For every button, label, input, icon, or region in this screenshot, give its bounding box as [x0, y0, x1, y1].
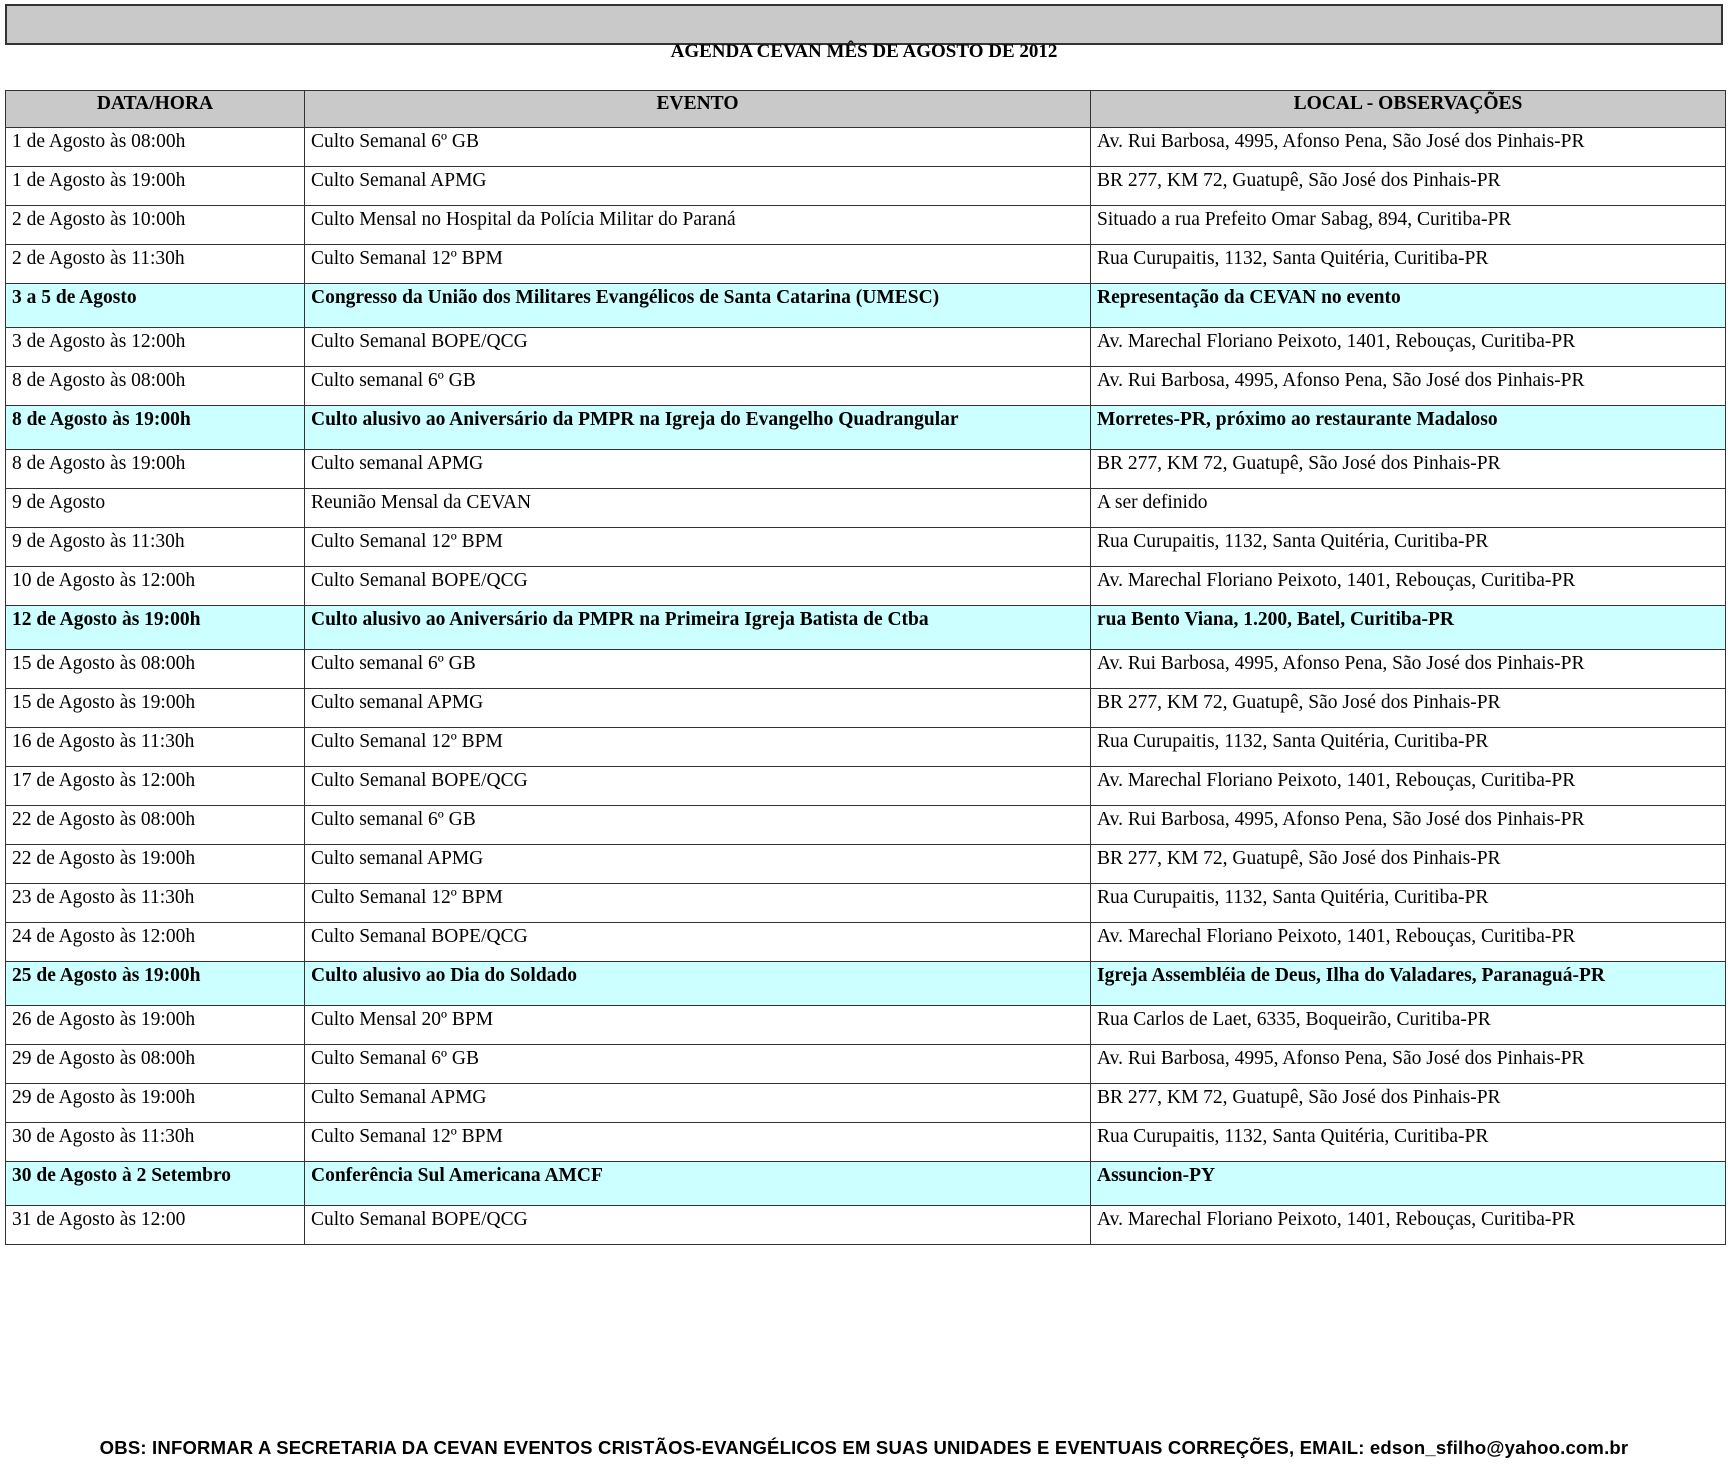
agenda-table — [5, 90, 1726, 1245]
footer-note: OBS: INFORMAR A SECRETARIA DA CEVAN EVENTOS CRISTÃOS-EVANGÉLICOS EM SUAS UNIDADES E EVENTUAIS CORREÇÕES, EMAIL: edson_sfilho@yahoo.com.br — [99, 1437, 1629, 1458]
cell-evento: Culto Semanal 6º GB — [305, 1045, 1091, 1084]
cell-local: Rua Curupaitis, 1132, Santa Quitéria, Curitiba-PR — [1091, 884, 1726, 923]
table-row — [6, 128, 1726, 167]
cell-evento: Culto alusivo ao Aniversário da PMPR na Igreja do Evangelho Quadrangular — [305, 406, 1091, 450]
table-row — [6, 367, 1726, 406]
cell-data: 31 de Agosto às 12:00 — [6, 1206, 305, 1245]
cell-local: Av. Marechal Floriano Peixoto, 1401, Rebouças, Curitiba-PR — [1091, 1206, 1726, 1245]
cell-local: Morretes-PR, próximo ao restaurante Madaloso — [1091, 406, 1726, 450]
cell-data: 24 de Agosto às 12:00h — [6, 923, 305, 962]
cell-local: BR 277, KM 72, Guatupê, São José dos Pinhais-PR — [1091, 167, 1726, 206]
table-row — [6, 1206, 1726, 1245]
table-row — [6, 567, 1726, 606]
cell-local: Av. Rui Barbosa, 4995, Afonso Pena, São José dos Pinhais-PR — [1091, 650, 1726, 689]
cell-data: 8 de Agosto às 19:00h — [6, 450, 305, 489]
cell-data: 30 de Agosto às 11:30h — [6, 1123, 305, 1162]
table-row — [6, 1084, 1726, 1123]
cell-data: 22 de Agosto às 08:00h — [6, 806, 305, 845]
table-row-highlighted — [6, 606, 1726, 650]
cell-evento: Culto Semanal APMG — [305, 1084, 1091, 1123]
cell-evento: Culto semanal 6º GB — [305, 650, 1091, 689]
table-row — [6, 1006, 1726, 1045]
cell-local: rua Bento Viana, 1.200, Batel, Curitiba-PR — [1091, 606, 1726, 650]
cell-data: 1 de Agosto às 08:00h — [6, 128, 305, 167]
cell-data: 15 de Agosto às 08:00h — [6, 650, 305, 689]
cell-data: 8 de Agosto às 08:00h — [6, 367, 305, 406]
cell-local: Av. Rui Barbosa, 4995, Afonso Pena, São José dos Pinhais-PR — [1091, 367, 1726, 406]
cell-evento: Culto alusivo ao Aniversário da PMPR na Primeira Igreja Batista de Ctba — [305, 606, 1091, 650]
title-text: AGENDA CEVAN MÊS DE AGOSTO DE 2012 — [670, 41, 1058, 62]
cell-local: Rua Curupaitis, 1132, Santa Quitéria, Curitiba-PR — [1091, 245, 1726, 284]
table-row — [6, 923, 1726, 962]
cell-local: Av. Marechal Floriano Peixoto, 1401, Rebouças, Curitiba-PR — [1091, 328, 1726, 367]
cell-data: 3 a 5 de Agosto — [6, 284, 305, 328]
table-row — [6, 450, 1726, 489]
table-row — [6, 650, 1726, 689]
cell-evento: Culto Mensal no Hospital da Polícia Militar do Paraná — [305, 206, 1091, 245]
cell-evento: Culto Semanal BOPE/QCG — [305, 767, 1091, 806]
cell-local: Igreja Assembléia de Deus, Ilha do Valadares, Paranaguá-PR — [1091, 962, 1726, 1006]
table-row-highlighted — [6, 1162, 1726, 1206]
table-row — [6, 1045, 1726, 1084]
column-header-local: LOCAL - OBSERVAÇÕES — [1091, 91, 1726, 128]
cell-evento: Culto Semanal BOPE/QCG — [305, 328, 1091, 367]
table-row-highlighted — [6, 284, 1726, 328]
cell-evento: Congresso da União dos Militares Evangélicos de Santa Catarina (UMESC) — [305, 284, 1091, 328]
cell-evento: Culto semanal APMG — [305, 845, 1091, 884]
table-row — [6, 728, 1726, 767]
cell-evento: Culto Semanal BOPE/QCG — [305, 923, 1091, 962]
cell-evento: Culto Semanal 6º GB — [305, 128, 1091, 167]
cell-evento: Culto Semanal BOPE/QCG — [305, 1206, 1091, 1245]
cell-data: 8 de Agosto às 19:00h — [6, 406, 305, 450]
cell-local: Av. Marechal Floriano Peixoto, 1401, Rebouças, Curitiba-PR — [1091, 923, 1726, 962]
cell-evento: Culto Semanal 12º BPM — [305, 728, 1091, 767]
cell-evento: Culto Semanal 12º BPM — [305, 245, 1091, 284]
table-row — [6, 167, 1726, 206]
cell-data: 10 de Agosto às 12:00h — [6, 567, 305, 606]
table-row-highlighted — [6, 962, 1726, 1006]
table-row — [6, 884, 1726, 923]
cell-evento: Culto semanal APMG — [305, 689, 1091, 728]
cell-evento: Culto Semanal 12º BPM — [305, 528, 1091, 567]
table-row — [6, 489, 1726, 528]
agenda-body — [6, 128, 1726, 1245]
cell-data: 9 de Agosto às 11:30h — [6, 528, 305, 567]
cell-data: 12 de Agosto às 19:00h — [6, 606, 305, 650]
cell-data: 22 de Agosto às 19:00h — [6, 845, 305, 884]
cell-evento: Culto semanal 6º GB — [305, 367, 1091, 406]
cell-local: Rua Carlos de Laet, 6335, Boqueirão, Curitiba-PR — [1091, 1006, 1726, 1045]
table-row — [6, 328, 1726, 367]
cell-local: Assuncion-PY — [1091, 1162, 1726, 1206]
cell-evento: Culto Semanal BOPE/QCG — [305, 567, 1091, 606]
cell-evento: Culto semanal 6º GB — [305, 806, 1091, 845]
cell-local: Rua Curupaitis, 1132, Santa Quitéria, Curitiba-PR — [1091, 728, 1726, 767]
cell-local: Representação da CEVAN no evento — [1091, 284, 1726, 328]
table-row — [6, 206, 1726, 245]
cell-data: 2 de Agosto às 11:30h — [6, 245, 305, 284]
cell-data: 3 de Agosto às 12:00h — [6, 328, 305, 367]
cell-evento: Culto Mensal 20º BPM — [305, 1006, 1091, 1045]
table-row — [6, 528, 1726, 567]
cell-evento: Culto Semanal APMG — [305, 167, 1091, 206]
document-title — [5, 4, 1723, 62]
cell-data: 30 de Agosto à 2 Setembro — [6, 1162, 305, 1206]
cell-evento: Reunião Mensal da CEVAN — [305, 489, 1091, 528]
table-row — [6, 1123, 1726, 1162]
cell-local: BR 277, KM 72, Guatupê, São José dos Pinhais-PR — [1091, 1084, 1726, 1123]
cell-evento: Culto Semanal 12º BPM — [305, 1123, 1091, 1162]
cell-local: Av. Marechal Floriano Peixoto, 1401, Rebouças, Curitiba-PR — [1091, 767, 1726, 806]
table-row — [6, 689, 1726, 728]
cell-data: 23 de Agosto às 11:30h — [6, 884, 305, 923]
cell-local: Situado a rua Prefeito Omar Sabag, 894, Curitiba-PR — [1091, 206, 1726, 245]
cell-data: 26 de Agosto às 19:00h — [6, 1006, 305, 1045]
cell-local: Av. Marechal Floriano Peixoto, 1401, Rebouças, Curitiba-PR — [1091, 567, 1726, 606]
cell-data: 1 de Agosto às 19:00h — [6, 167, 305, 206]
cell-data: 29 de Agosto às 19:00h — [6, 1084, 305, 1123]
table-row — [6, 845, 1726, 884]
cell-data: 29 de Agosto às 08:00h — [6, 1045, 305, 1084]
cell-local: Av. Rui Barbosa, 4995, Afonso Pena, São José dos Pinhais-PR — [1091, 1045, 1726, 1084]
table-header-row — [6, 91, 1726, 128]
column-header-data-hora: DATA/HORA — [6, 91, 305, 128]
cell-data: 2 de Agosto às 10:00h — [6, 206, 305, 245]
cell-data: 25 de Agosto às 19:00h — [6, 962, 305, 1006]
cell-evento: Culto Semanal 12º BPM — [305, 884, 1091, 923]
cell-local: Rua Curupaitis, 1132, Santa Quitéria, Curitiba-PR — [1091, 528, 1726, 567]
table-row — [6, 245, 1726, 284]
cell-local: BR 277, KM 72, Guatupê, São José dos Pinhais-PR — [1091, 450, 1726, 489]
column-header-evento: EVENTO — [305, 91, 1091, 128]
cell-evento: Conferência Sul Americana AMCF — [305, 1162, 1091, 1206]
table-row-highlighted — [6, 406, 1726, 450]
table-row — [6, 806, 1726, 845]
cell-evento: Culto semanal APMG — [305, 450, 1091, 489]
cell-local: BR 277, KM 72, Guatupê, São José dos Pinhais-PR — [1091, 689, 1726, 728]
cell-local: Av. Rui Barbosa, 4995, Afonso Pena, São José dos Pinhais-PR — [1091, 806, 1726, 845]
cell-local: Av. Rui Barbosa, 4995, Afonso Pena, São José dos Pinhais-PR — [1091, 128, 1726, 167]
cell-local: BR 277, KM 72, Guatupê, São José dos Pinhais-PR — [1091, 845, 1726, 884]
cell-local: Rua Curupaitis, 1132, Santa Quitéria, Curitiba-PR — [1091, 1123, 1726, 1162]
cell-evento: Culto alusivo ao Dia do Soldado — [305, 962, 1091, 1006]
cell-local: A ser definido — [1091, 489, 1726, 528]
cell-data: 16 de Agosto às 11:30h — [6, 728, 305, 767]
cell-data: 17 de Agosto às 12:00h — [6, 767, 305, 806]
cell-data: 9 de Agosto — [6, 489, 305, 528]
cell-data: 15 de Agosto às 19:00h — [6, 689, 305, 728]
table-row — [6, 767, 1726, 806]
